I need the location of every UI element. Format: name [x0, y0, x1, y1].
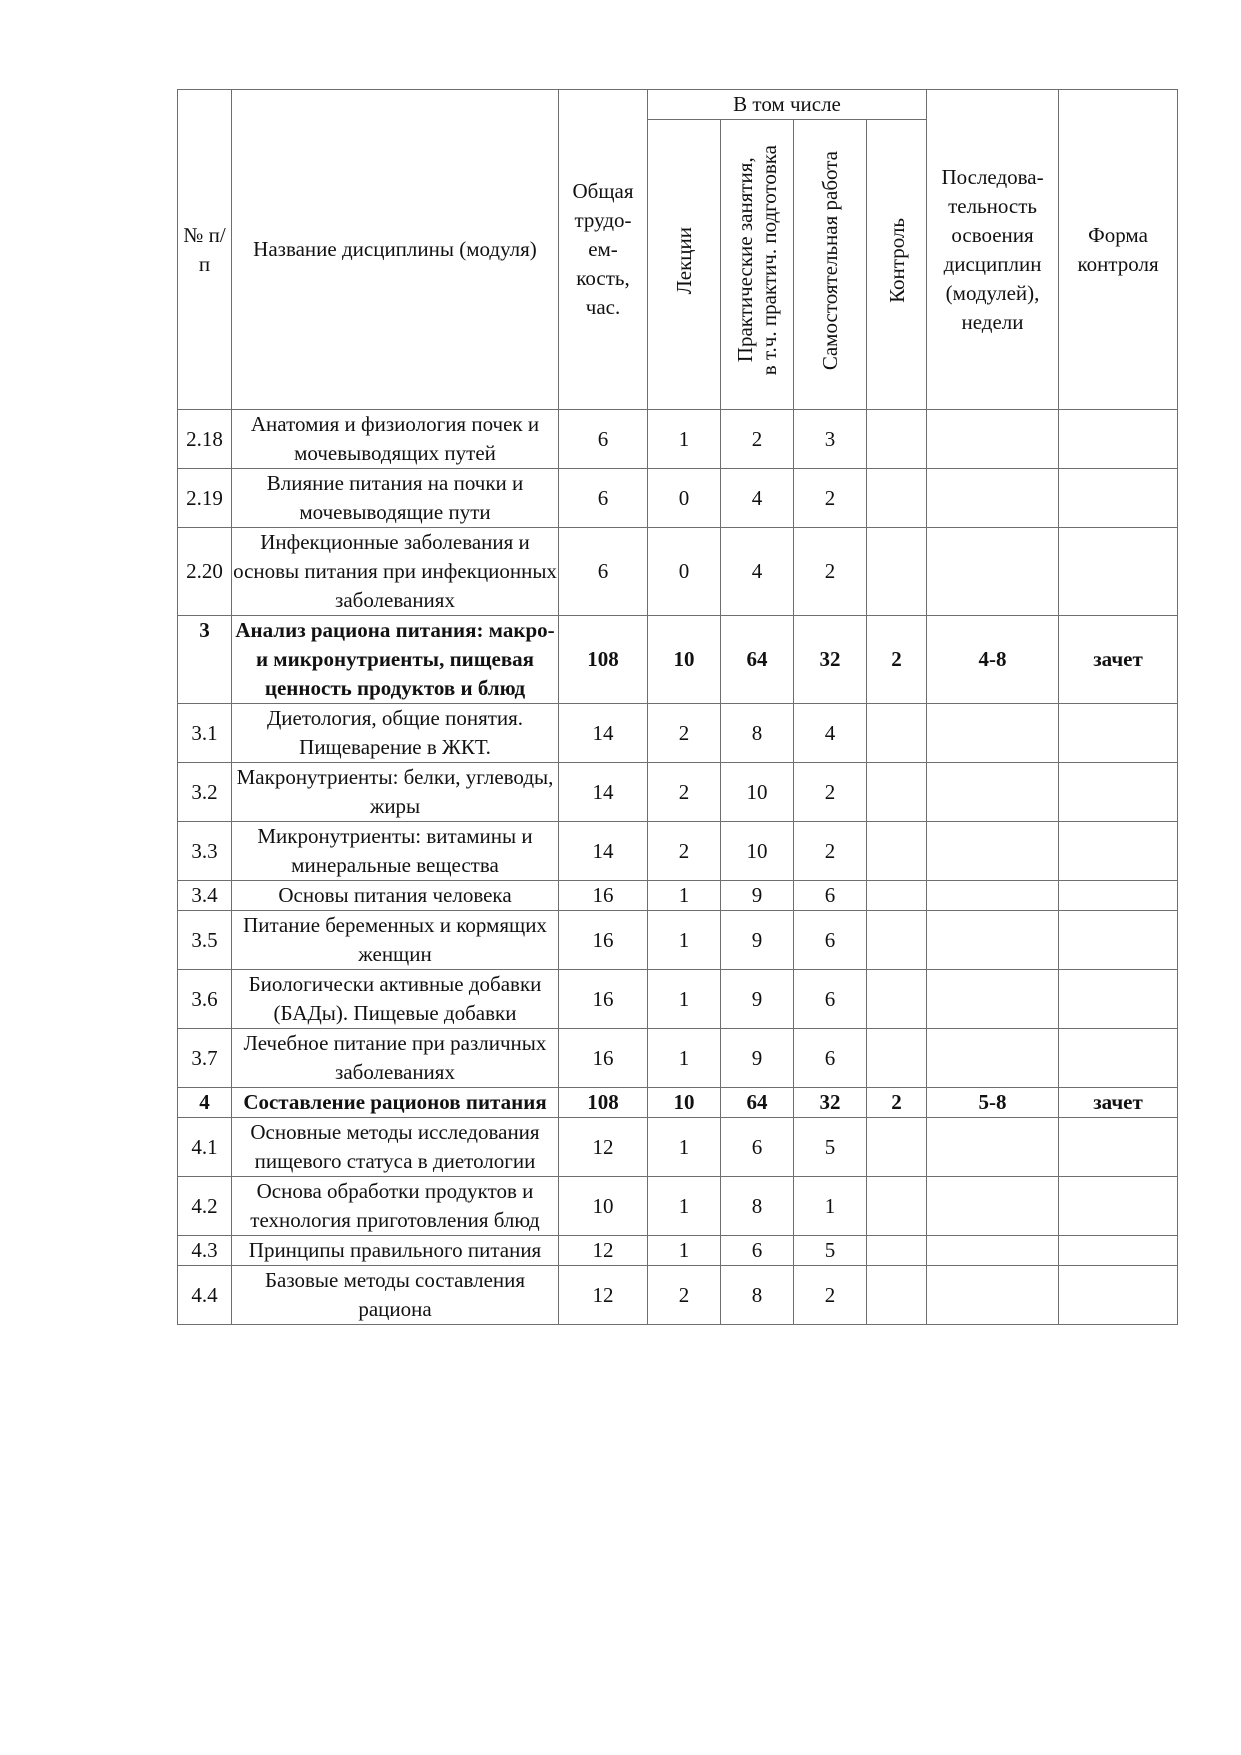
header-practical-label — [733, 145, 781, 375]
control-hours — [867, 1266, 927, 1325]
self-study-hours: 6 — [794, 881, 867, 911]
lecture-hours: 1 — [648, 970, 721, 1029]
practical-hours: 9 — [721, 970, 794, 1029]
table-row — [178, 911, 1178, 970]
control-form: зачет — [1059, 1088, 1178, 1118]
row-number: 4.2 — [178, 1177, 232, 1236]
table-row — [178, 1177, 1178, 1236]
table-header — [178, 90, 1178, 410]
total-hours: 16 — [559, 881, 648, 911]
module-row — [178, 616, 1178, 704]
sequence-weeks — [927, 704, 1059, 763]
header-form: Форма контроля — [1059, 90, 1178, 410]
table-row — [178, 528, 1178, 616]
total-hours: 6 — [559, 410, 648, 469]
control-form — [1059, 528, 1178, 616]
control-form — [1059, 822, 1178, 881]
sequence-weeks — [927, 970, 1059, 1029]
header-practical-line2: в т.ч. практич. подготовка — [757, 145, 781, 376]
discipline-name: Микронутриенты: витамины и минеральные вещества — [232, 822, 559, 881]
total-hours: 12 — [559, 1236, 648, 1266]
discipline-name: Анализ рациона питания: макро- и микронутриенты, пищевая ценность продуктов и блюд — [232, 616, 559, 704]
table-row — [178, 1118, 1178, 1177]
discipline-name: Принципы правильного питания — [232, 1236, 559, 1266]
self-study-hours: 2 — [794, 1266, 867, 1325]
row-number: 2.20 — [178, 528, 232, 616]
control-hours — [867, 1029, 927, 1088]
self-study-hours: 6 — [794, 1029, 867, 1088]
practical-hours: 2 — [721, 410, 794, 469]
discipline-name: Макронутриенты: белки, углеводы, жиры — [232, 763, 559, 822]
sequence-weeks — [927, 1177, 1059, 1236]
discipline-name: Основа обработки продуктов и технология приготовления блюд — [232, 1177, 559, 1236]
row-number: 3 — [178, 616, 232, 704]
control-form — [1059, 970, 1178, 1029]
lecture-hours: 2 — [648, 1266, 721, 1325]
control-form — [1059, 469, 1178, 528]
header-lectures-label: Лекции — [672, 226, 696, 295]
lecture-hours: 1 — [648, 911, 721, 970]
practical-hours: 8 — [721, 1266, 794, 1325]
discipline-name: Лечебное питание при различных заболеваниях — [232, 1029, 559, 1088]
self-study-hours: 2 — [794, 469, 867, 528]
lecture-hours: 2 — [648, 704, 721, 763]
lecture-hours: 2 — [648, 763, 721, 822]
total-hours: 6 — [559, 469, 648, 528]
table-row — [178, 970, 1178, 1029]
control-hours — [867, 881, 927, 911]
lecture-hours: 1 — [648, 1236, 721, 1266]
practical-hours: 10 — [721, 763, 794, 822]
lecture-hours: 1 — [648, 1177, 721, 1236]
lecture-hours: 1 — [648, 1029, 721, 1088]
control-form — [1059, 1029, 1178, 1088]
sequence-weeks — [927, 763, 1059, 822]
sequence-weeks — [927, 881, 1059, 911]
header-lectures — [648, 120, 721, 410]
control-form — [1059, 763, 1178, 822]
sequence-weeks — [927, 528, 1059, 616]
discipline-name: Базовые методы составления рациона — [232, 1266, 559, 1325]
lecture-hours: 2 — [648, 822, 721, 881]
practical-hours: 8 — [721, 1177, 794, 1236]
row-number: 4.4 — [178, 1266, 232, 1325]
discipline-name: Анатомия и физиология почек и мочевыводящих путей — [232, 410, 559, 469]
practical-hours: 10 — [721, 822, 794, 881]
header-self-study-label: Самостоятельная работа — [818, 150, 842, 371]
total-hours: 16 — [559, 1029, 648, 1088]
sequence-weeks: 4-8 — [927, 616, 1059, 704]
table-row — [178, 410, 1178, 469]
header-including: В том числе — [648, 90, 927, 120]
row-number: 4 — [178, 1088, 232, 1118]
table-row — [178, 1029, 1178, 1088]
total-hours: 16 — [559, 911, 648, 970]
control-form — [1059, 1118, 1178, 1177]
discipline-name: Питание беременных и кормящих женщин — [232, 911, 559, 970]
practical-hours: 9 — [721, 1029, 794, 1088]
practical-hours: 6 — [721, 1236, 794, 1266]
control-form — [1059, 704, 1178, 763]
total-hours: 14 — [559, 704, 648, 763]
discipline-name: Биологически активные добавки (БАДы). Пищевые добавки — [232, 970, 559, 1029]
row-number: 3.7 — [178, 1029, 232, 1088]
row-number: 3.1 — [178, 704, 232, 763]
row-number: 2.18 — [178, 410, 232, 469]
sequence-weeks — [927, 1118, 1059, 1177]
discipline-name: Влияние питания на почки и мочевыводящие пути — [232, 469, 559, 528]
table-row — [178, 704, 1178, 763]
table-row — [178, 1236, 1178, 1266]
lecture-hours: 10 — [648, 616, 721, 704]
total-hours: 108 — [559, 1088, 648, 1118]
self-study-hours: 2 — [794, 763, 867, 822]
table-row — [178, 822, 1178, 881]
control-form — [1059, 911, 1178, 970]
row-number: 4.1 — [178, 1118, 232, 1177]
sequence-weeks — [927, 469, 1059, 528]
control-hours: 2 — [867, 1088, 927, 1118]
row-number: 3.4 — [178, 881, 232, 911]
control-hours — [867, 822, 927, 881]
header-control — [867, 120, 927, 410]
lecture-hours: 1 — [648, 1118, 721, 1177]
practical-hours: 6 — [721, 1118, 794, 1177]
row-number: 3.2 — [178, 763, 232, 822]
row-number: 3.6 — [178, 970, 232, 1029]
lecture-hours: 10 — [648, 1088, 721, 1118]
control-hours — [867, 410, 927, 469]
total-hours: 10 — [559, 1177, 648, 1236]
control-hours — [867, 763, 927, 822]
total-hours: 12 — [559, 1266, 648, 1325]
table-row — [178, 469, 1178, 528]
practical-hours: 9 — [721, 911, 794, 970]
control-form — [1059, 881, 1178, 911]
control-hours — [867, 1118, 927, 1177]
total-hours: 14 — [559, 763, 648, 822]
sequence-weeks — [927, 1236, 1059, 1266]
header-num: № п/п — [178, 90, 232, 410]
control-form — [1059, 410, 1178, 469]
sequence-weeks — [927, 822, 1059, 881]
self-study-hours: 32 — [794, 616, 867, 704]
control-hours — [867, 1177, 927, 1236]
total-hours: 14 — [559, 822, 648, 881]
lecture-hours: 0 — [648, 469, 721, 528]
sequence-weeks — [927, 410, 1059, 469]
control-hours: 2 — [867, 616, 927, 704]
header-name: Название дисциплины (модуля) — [232, 90, 559, 410]
control-hours — [867, 911, 927, 970]
discipline-name: Составление рационов питания — [232, 1088, 559, 1118]
row-number: 3.5 — [178, 911, 232, 970]
self-study-hours: 3 — [794, 410, 867, 469]
practical-hours: 9 — [721, 881, 794, 911]
sequence-weeks — [927, 1029, 1059, 1088]
table-row — [178, 881, 1178, 911]
self-study-hours: 5 — [794, 1118, 867, 1177]
self-study-hours: 6 — [794, 970, 867, 1029]
self-study-hours: 2 — [794, 528, 867, 616]
header-self-study — [794, 120, 867, 410]
self-study-hours: 6 — [794, 911, 867, 970]
table-row — [178, 763, 1178, 822]
practical-hours: 4 — [721, 469, 794, 528]
header-control-label: Контроль — [884, 218, 909, 303]
discipline-name: Инфекционные заболевания и основы питания при инфекционных заболеваниях — [232, 528, 559, 616]
total-hours: 108 — [559, 616, 648, 704]
header-total: Общая трудо- ем- кость, час. — [559, 90, 648, 410]
table-body — [178, 410, 1178, 1325]
lecture-hours: 1 — [648, 881, 721, 911]
lecture-hours: 1 — [648, 410, 721, 469]
row-number: 4.3 — [178, 1236, 232, 1266]
self-study-hours: 4 — [794, 704, 867, 763]
self-study-hours: 2 — [794, 822, 867, 881]
total-hours: 12 — [559, 1118, 648, 1177]
curriculum-table — [177, 89, 1178, 1325]
sequence-weeks: 5-8 — [927, 1088, 1059, 1118]
control-hours — [867, 970, 927, 1029]
practical-hours: 64 — [721, 616, 794, 704]
control-hours — [867, 469, 927, 528]
table-row — [178, 1266, 1178, 1325]
practical-hours: 64 — [721, 1088, 794, 1118]
discipline-name: Диетология, общие понятия. Пищеварение в ЖКТ. — [232, 704, 559, 763]
discipline-name: Основные методы исследования пищевого статуса в диетологии — [232, 1118, 559, 1177]
total-hours: 16 — [559, 970, 648, 1029]
header-practical-line1: Практические занятия, — [733, 158, 757, 363]
header-practical — [721, 120, 794, 410]
lecture-hours: 0 — [648, 528, 721, 616]
module-row — [178, 1088, 1178, 1118]
discipline-name: Основы питания человека — [232, 881, 559, 911]
practical-hours: 8 — [721, 704, 794, 763]
control-form — [1059, 1236, 1178, 1266]
total-hours: 6 — [559, 528, 648, 616]
control-form — [1059, 1266, 1178, 1325]
header-sequence: Последова- тельность освоения дисциплин (модулей), недели — [927, 90, 1059, 410]
control-form: зачет — [1059, 616, 1178, 704]
self-study-hours: 32 — [794, 1088, 867, 1118]
sequence-weeks — [927, 911, 1059, 970]
control-hours — [867, 528, 927, 616]
self-study-hours: 1 — [794, 1177, 867, 1236]
self-study-hours: 5 — [794, 1236, 867, 1266]
row-number: 2.19 — [178, 469, 232, 528]
control-hours — [867, 704, 927, 763]
sequence-weeks — [927, 1266, 1059, 1325]
practical-hours: 4 — [721, 528, 794, 616]
control-form — [1059, 1177, 1178, 1236]
row-number: 3.3 — [178, 822, 232, 881]
control-hours — [867, 1236, 927, 1266]
